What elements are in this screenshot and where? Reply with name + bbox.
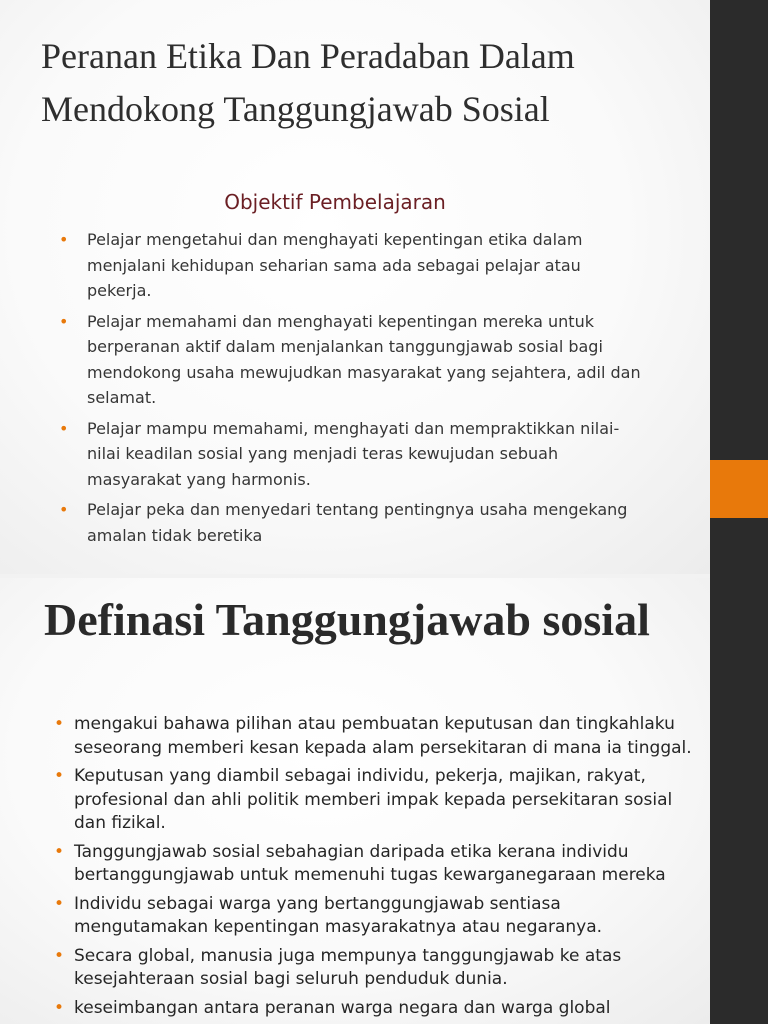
- accent-block: [710, 460, 768, 518]
- objectives-list: [59, 227, 647, 553]
- list-item-text: Individu sebagai warga yang bertanggungjawab sentiasa mengutamakan kepentingan masyarakatnya atau negaranya.: [74, 893, 603, 937]
- list-item: [59, 309, 647, 411]
- list-item-text: Pelajar mampu memahami, menghayati dan mempraktikkan nilai-nilai keadilan sosial yang menjadi teras kewujudan sebuah masyarakat yang harmonis.: [87, 418, 620, 489]
- list-item: [59, 227, 647, 304]
- bullet-icon: •: [54, 766, 65, 786]
- bullet-icon: •: [54, 945, 65, 966]
- slide-2: [0, 578, 710, 1024]
- list-item: [54, 945, 696, 992]
- bullet-icon: •: [59, 500, 69, 519]
- list-item: [54, 997, 696, 1021]
- list-item-text: Pelajar mengetahui dan menghayati kepentingan etika dalam menjalani kehidupan seharian sama ada sebagai pelajar atau pekerja.: [87, 230, 583, 300]
- list-item-text: mengakui bahawa pilihan atau pembuatan keputusan dan tingkahlaku seseorang memberi kesan kepada alam persekitaran di mana ia tinggal.: [74, 714, 692, 758]
- bullet-icon: •: [59, 311, 69, 331]
- bullet-icon: •: [54, 893, 65, 914]
- slide-title: Peranan Etika Dan Peradaban Dalam Mendokong Tanggungjawab Sosial: [41, 36, 575, 129]
- list-item: [54, 713, 696, 760]
- definition-list: [54, 713, 696, 1024]
- slide-title: Definasi Tanggungjawab sosial: [44, 594, 650, 645]
- list-item-text: Secara global, manusia juga mempunya tanggungjawab ke atas kesejahteraan sosial bagi seluruh penduduk dunia.: [74, 945, 622, 989]
- list-item-text: Pelajar peka dan menyedari tentang pentingnya usaha mengekang amalan tidak beretika: [87, 500, 628, 545]
- list-item: [59, 497, 647, 548]
- bullet-icon: •: [54, 997, 65, 1018]
- list-item: [54, 841, 696, 888]
- bullet-icon: •: [59, 230, 69, 249]
- bullet-icon: •: [54, 714, 65, 734]
- list-item-text: Keputusan yang diambil sebagai individu, pekerja, majikan, rakyat, profesional dan ahli politik memberi impak kepada persekitaran sosial dan fizikal.: [74, 766, 673, 833]
- list-item-text: keseimbangan antara peranan warga negara dan warga global: [74, 997, 611, 1018]
- list-item: [59, 416, 647, 493]
- slide-subtitle: Objektif Pembelajaran: [224, 190, 446, 214]
- list-item: [54, 765, 696, 836]
- list-item-text: Pelajar memahami dan menghayati kepentingan mereka untuk berperanan aktif dalam menjalankan tanggungjawab sosial bagi mendokong usaha mewujudkan masyarakat yang sejahtera, adil dan selamat.: [87, 311, 641, 407]
- bullet-icon: •: [54, 841, 65, 862]
- list-item-text: Tanggungjawab sosial sebahagian daripada etika kerana individu bertanggungjawab untuk memenuhi tugas kewarganegaraan mereka: [74, 841, 666, 885]
- list-item: [54, 893, 696, 940]
- bullet-icon: •: [59, 418, 69, 438]
